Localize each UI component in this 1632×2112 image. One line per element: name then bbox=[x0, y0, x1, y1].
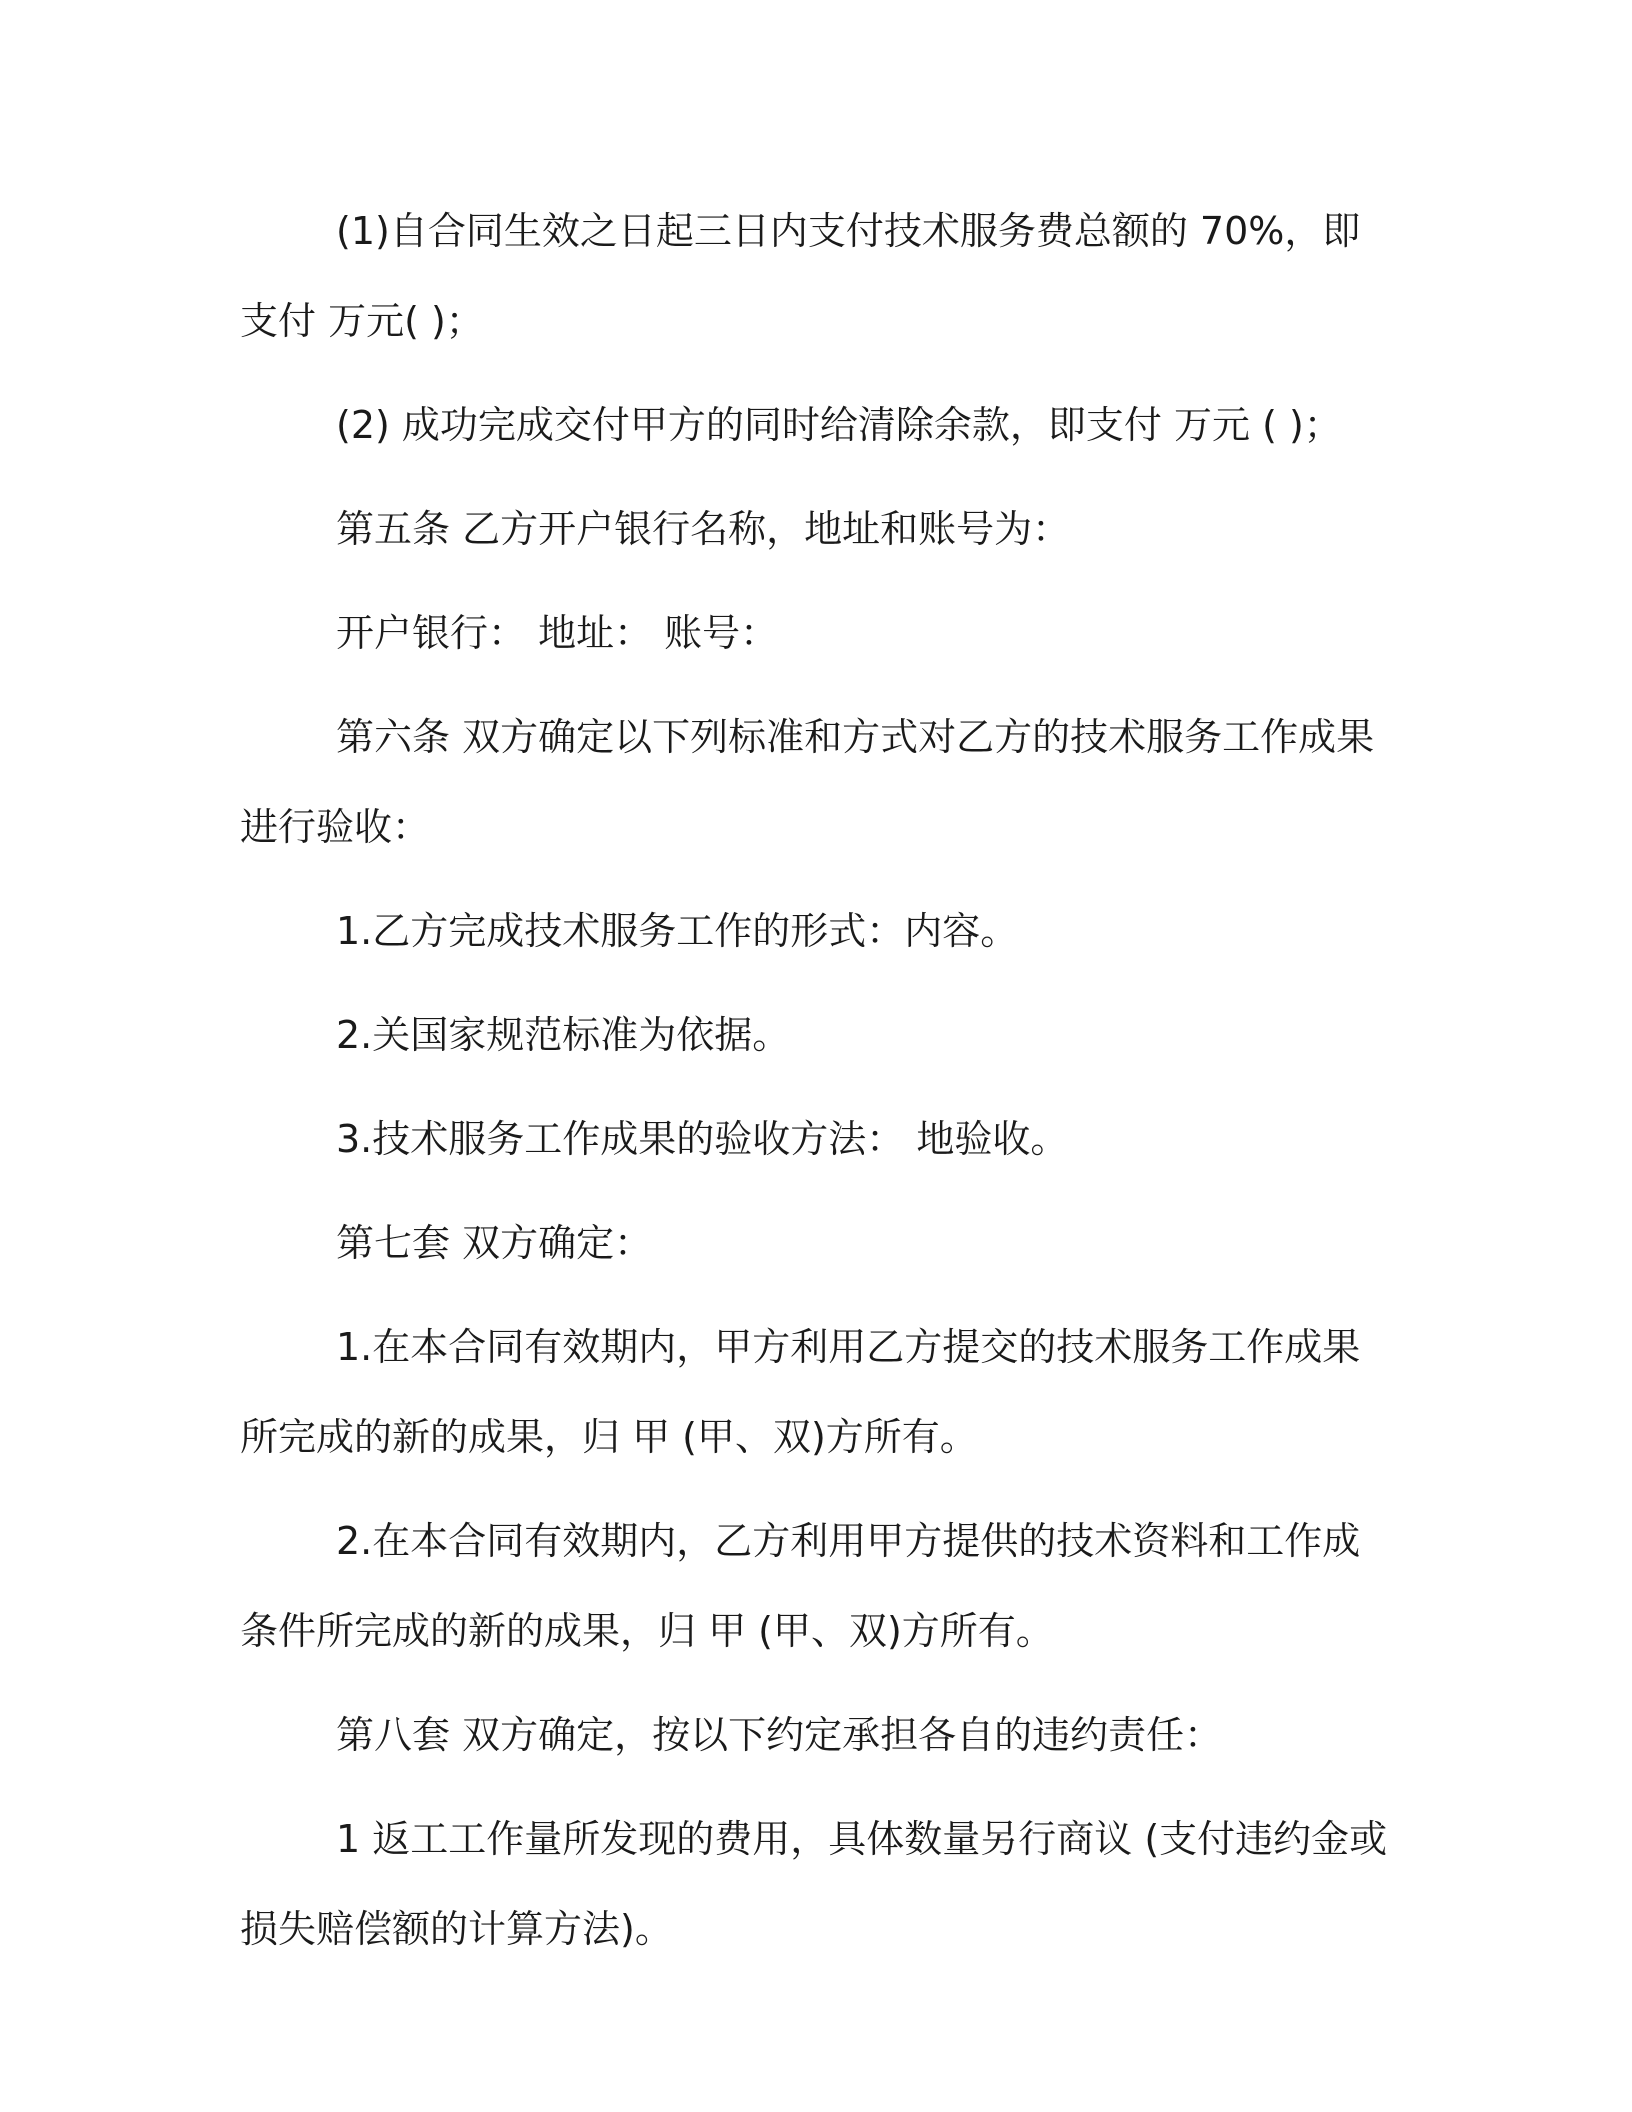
paragraph-article-7: 第七套 双方确定： bbox=[336, 1221, 653, 1265]
paragraph-payment-2: (2) 成功完成交付甲方的同时给清除余款，即支付 万元 ( )； bbox=[336, 403, 1342, 447]
paragraph-ownership-2: 2.在本合同有效期内，乙方利用甲方提供的技术资料和工作成条件所完成的新的成果，归 甲 (甲、双)方所有。 bbox=[240, 1519, 1361, 1653]
paragraph-ownership-1: 1.在本合同有效期内，甲方利用乙方提交的技术服务工作成果所完成的新的成果，归 甲 (甲、双)方所有。 bbox=[240, 1325, 1361, 1459]
paragraph-payment-1: (1)自合同生效之日起三日内支付技术服务费总额的 70%，即支付 万元( )； bbox=[240, 209, 1361, 343]
document-body bbox=[240, 186, 1390, 1988]
paragraph-liability-1: 1 返工工作量所发现的费用，具体数量另行商议 (支付违约金或损失赔偿额的计算方法)。 bbox=[240, 1817, 1388, 1951]
paragraph-acceptance-2: 2.关国家规范标准为依据。 bbox=[336, 1013, 791, 1057]
paragraph-acceptance-1: 1.乙方完成技术服务工作的形式：内容。 bbox=[336, 909, 1019, 953]
paragraph-article-6: 第六条 双方确定以下列标准和方式对乙方的技术服务工作成果进行验收： bbox=[240, 715, 1375, 849]
paragraph-bank-info: 开户银行： 地址： 账号： bbox=[336, 611, 779, 655]
paragraph-article-8: 第八套 双方确定，按以下约定承担各自的违约责任： bbox=[336, 1713, 1223, 1757]
paragraph-article-5: 第五条 乙方开户银行名称，地址和账号为： bbox=[336, 507, 1071, 551]
paragraph-acceptance-3: 3.技术服务工作成果的验收方法： 地验收。 bbox=[336, 1117, 1069, 1161]
